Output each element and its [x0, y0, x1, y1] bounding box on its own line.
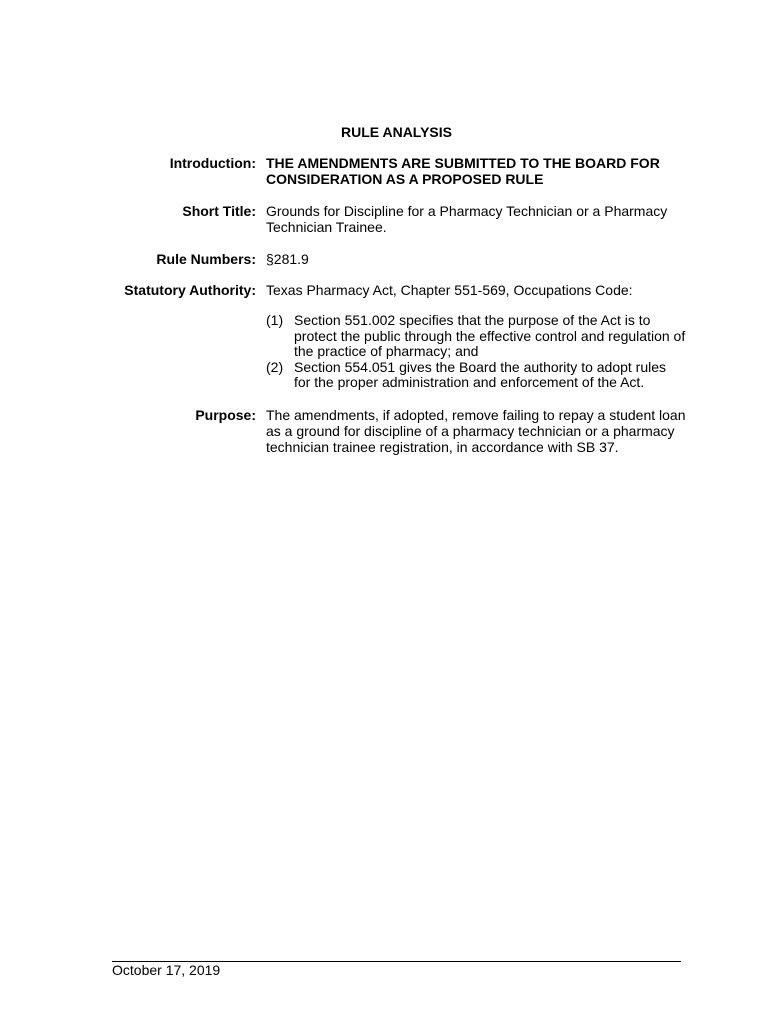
- statutory-authority-label: Statutory Authority:: [124, 282, 256, 298]
- list-item-number: (1): [266, 312, 284, 328]
- rule-numbers-label: Rule Numbers:: [156, 251, 256, 267]
- purpose-value: The amendments, if adopted, remove failing to repay a student loan as a ground for discipline of a pharmacy technician or a pharmacy technician trainee registration, in accordance with SB 37.: [266, 407, 686, 455]
- short-title-value: Grounds for Discipline for a Pharmacy Technician or a Pharmacy Technician Trainee.: [266, 203, 668, 235]
- list-item: [266, 360, 686, 391]
- statutory-authority-value: Texas Pharmacy Act, Chapter 551-569, Occupations Code:: [266, 282, 633, 298]
- rule-numbers-value: §281.9: [266, 251, 309, 267]
- list-item-text: Section 554.051 gives the Board the authority to adopt rules for the proper administration and enforcement of the Act.: [294, 358, 667, 390]
- list-item-text: Section 551.002 specifies that the purpose of the Act is to protect the public through the effective control and regulation of the practice of pharmacy; and: [294, 312, 686, 359]
- list-item-number: (2): [266, 358, 284, 375]
- statutory-authority-list: [266, 313, 686, 391]
- list-item: [266, 313, 686, 360]
- introduction-value: THE AMENDMENTS ARE SUBMITTED TO THE BOARD FOR CONSIDERATION AS A PROPOSED RULE: [266, 155, 660, 187]
- footer-date: October 17, 2019: [112, 962, 221, 978]
- document-title: RULE ANALYSIS: [341, 124, 452, 140]
- purpose-label: Purpose:: [195, 407, 256, 423]
- introduction-label: Introduction:: [169, 155, 256, 171]
- short-title-label: Short Title:: [182, 203, 256, 219]
